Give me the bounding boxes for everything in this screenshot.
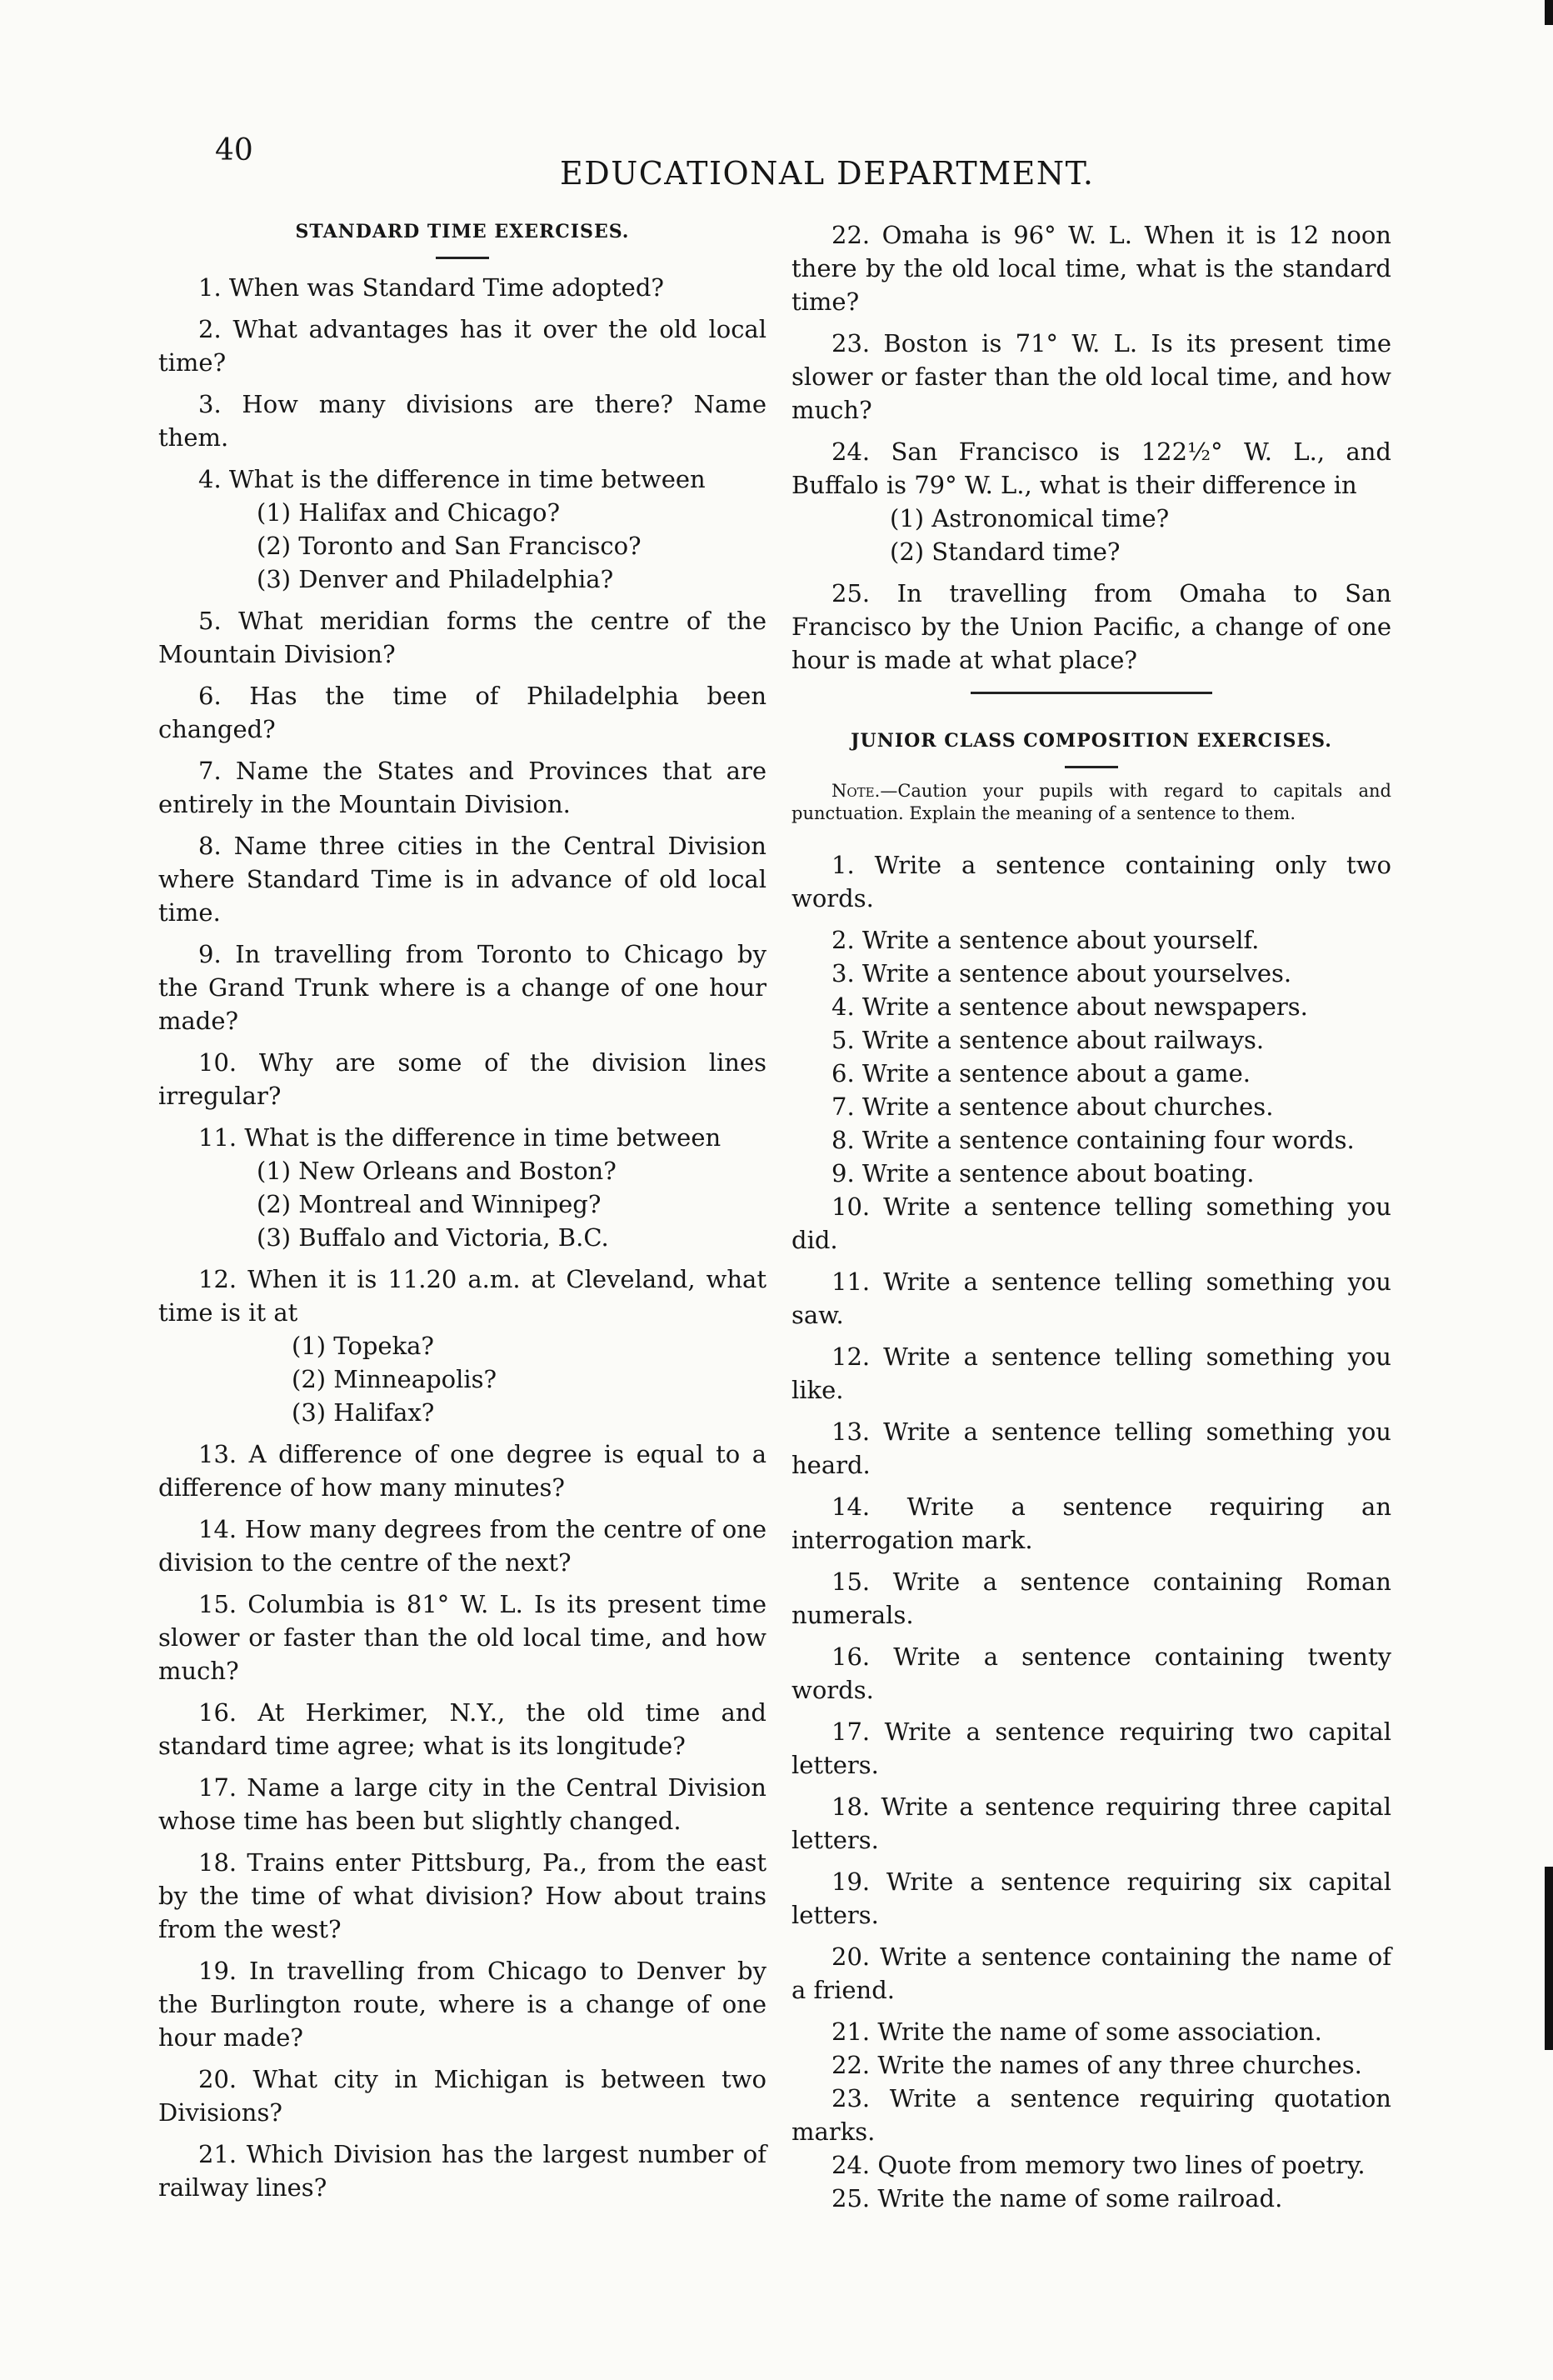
composition-20: 20. Write a sentence containing the name of a friend. — [791, 1942, 1391, 2004]
question-11-part-2: (2) Montreal and Winnipeg? — [257, 1190, 602, 1218]
composition-note — [791, 780, 1391, 825]
question-11-part-1: (1) New Orleans and Boston? — [257, 1157, 617, 1185]
question-25: 25. In travelling from Omaha to San Francisco by the Union Pacific, a change of one hour is made at what place? — [791, 579, 1391, 674]
question-23: 23. Boston is 71° W. L. Is its present time slower or faster than the old local time, and how much? — [791, 329, 1391, 424]
composition-11: 11. Write a sentence telling something you saw. — [791, 1268, 1391, 1329]
composition-25: 25. Write the name of some railroad. — [831, 2184, 1283, 2212]
composition-22: 22. Write the names of any three churches. — [831, 2051, 1362, 2079]
question-4-part-3: (3) Denver and Philadelphia? — [257, 565, 614, 593]
composition-3: 3. Write a sentence about yourselves. — [831, 959, 1292, 988]
question-11: 11. What is the difference in time between — [198, 1123, 722, 1152]
question-22: 22. Omaha is 96° W. L. When it is 12 noon there by the old local time, what is the standard time? — [791, 221, 1391, 316]
composition-title: JUNIOR CLASS COMPOSITION EXERCISES. — [851, 730, 1332, 752]
question-8: 8. Name three cities in the Central Division where Standard Time is in advance of old local time. — [158, 832, 767, 927]
note-text: —Caution your pupils with regard to capitals and punctuation. Explain the meaning of a sentence to them. — [791, 781, 1391, 823]
composition-8: 8. Write a sentence containing four words. — [831, 1126, 1355, 1154]
question-24: 24. San Francisco is 122½° W. L., and Buffalo is 79° W. L., what is their difference in — [791, 438, 1391, 499]
right-column — [791, 218, 1391, 2215]
question-14: 14. How many degrees from the centre of one division to the centre of the next? — [158, 1515, 767, 1577]
composition-24: 24. Quote from memory two lines of poetry. — [831, 2151, 1366, 2179]
question-17: 17. Name a large city in the Central Division whose time has been but slightly changed. — [158, 1773, 767, 1835]
question-9: 9. In travelling from Toronto to Chicago by the Grand Trunk where is a change of one hour made? — [158, 940, 767, 1035]
question-1: 1. When was Standard Time adopted? — [198, 273, 664, 302]
running-head: EDUCATIONAL DEPARTMENT. — [560, 155, 1095, 192]
composition-14: 14. Write a sentence requiring an interrogation mark. — [791, 1492, 1391, 1554]
composition-5: 5. Write a sentence about railways. — [831, 1026, 1265, 1054]
composition-13: 13. Write a sentence telling something you heard. — [791, 1418, 1391, 1479]
question-12-part-1: (1) Topeka? — [292, 1332, 434, 1360]
question-13: 13. A difference of one degree is equal to a difference of how many minutes? — [158, 1440, 767, 1502]
composition-4: 4. Write a sentence about newspapers. — [831, 992, 1308, 1021]
scan-edge-mark-bottom — [1545, 1867, 1553, 2050]
section-divider — [971, 692, 1212, 694]
composition-title-rule — [1065, 766, 1118, 768]
composition-15: 15. Write a sentence containing Roman numerals. — [791, 1568, 1391, 1629]
question-16: 16. At Herkimer, N.Y., the old time and standard time agree; what is its longitude? — [158, 1698, 767, 1760]
standard-time-title: STANDARD TIME EXERCISES. — [295, 221, 630, 242]
question-7: 7. Name the States and Provinces that are entirely in the Mountain Division. — [158, 757, 767, 818]
question-19: 19. In travelling from Chicago to Denver by the Burlington route, where is a change of one hour made? — [158, 1957, 767, 2052]
composition-19: 19. Write a sentence requiring six capital letters. — [791, 1868, 1391, 1929]
question-12-part-3: (3) Halifax? — [292, 1398, 435, 1427]
question-11-part-3: (3) Buffalo and Victoria, B.C. — [257, 1223, 609, 1252]
composition-16: 16. Write a sentence containing twenty words. — [791, 1642, 1391, 1704]
scan-edge-mark-top — [1545, 0, 1553, 25]
left-column — [158, 215, 767, 2212]
question-5: 5. What meridian forms the centre of the Mountain Division? — [158, 607, 767, 668]
question-21: 21. Which Division has the largest number of railway lines? — [158, 2140, 767, 2202]
question-4-part-1: (1) Halifax and Chicago? — [257, 498, 561, 527]
composition-7: 7. Write a sentence about churches. — [831, 1092, 1274, 1121]
composition-17: 17. Write a sentence requiring two capital letters. — [791, 1718, 1391, 1779]
question-10: 10. Why are some of the division lines irregular? — [158, 1048, 767, 1110]
note-label: Note. — [831, 781, 881, 801]
question-12: 12. When it is 11.20 a.m. at Cleveland, what time is it at — [158, 1265, 767, 1327]
composition-6: 6. Write a sentence about a game. — [831, 1059, 1251, 1088]
question-24-part-1: (1) Astronomical time? — [890, 504, 1170, 532]
question-3: 3. How many divisions are there? Name them. — [158, 390, 767, 452]
question-20: 20. What city in Michigan is between two Divisions? — [158, 2065, 767, 2127]
question-4: 4. What is the difference in time between — [198, 465, 706, 493]
composition-1: 1. Write a sentence containing only two words. — [791, 851, 1391, 912]
composition-21: 21. Write the name of some association. — [831, 2018, 1322, 2046]
composition-2: 2. Write a sentence about yourself. — [831, 926, 1260, 954]
page-number: 40 — [215, 133, 253, 168]
question-12-part-2: (2) Minneapolis? — [292, 1365, 497, 1393]
question-15: 15. Columbia is 81° W. L. Is its present time slower or faster than the old local time, and how much? — [158, 1590, 767, 1685]
question-24-part-2: (2) Standard time? — [890, 538, 1121, 566]
question-18: 18. Trains enter Pittsburg, Pa., from the east by the time of what division? How about trains from the west? — [158, 1848, 767, 1943]
composition-18: 18. Write a sentence requiring three capital letters. — [791, 1792, 1391, 1854]
composition-10: 10. Write a sentence telling something you did. — [791, 1192, 1391, 1254]
composition-23: 23. Write a sentence requiring quotation marks. — [791, 2084, 1391, 2146]
composition-12: 12. Write a sentence telling something you like. — [791, 1342, 1391, 1404]
question-2: 2. What advantages has it over the old local time? — [158, 315, 767, 377]
question-6: 6. Has the time of Philadelphia been changed? — [158, 682, 767, 743]
title-rule — [436, 257, 489, 259]
question-4-part-2: (2) Toronto and San Francisco? — [257, 532, 642, 560]
composition-9: 9. Write a sentence about boating. — [831, 1159, 1255, 1188]
